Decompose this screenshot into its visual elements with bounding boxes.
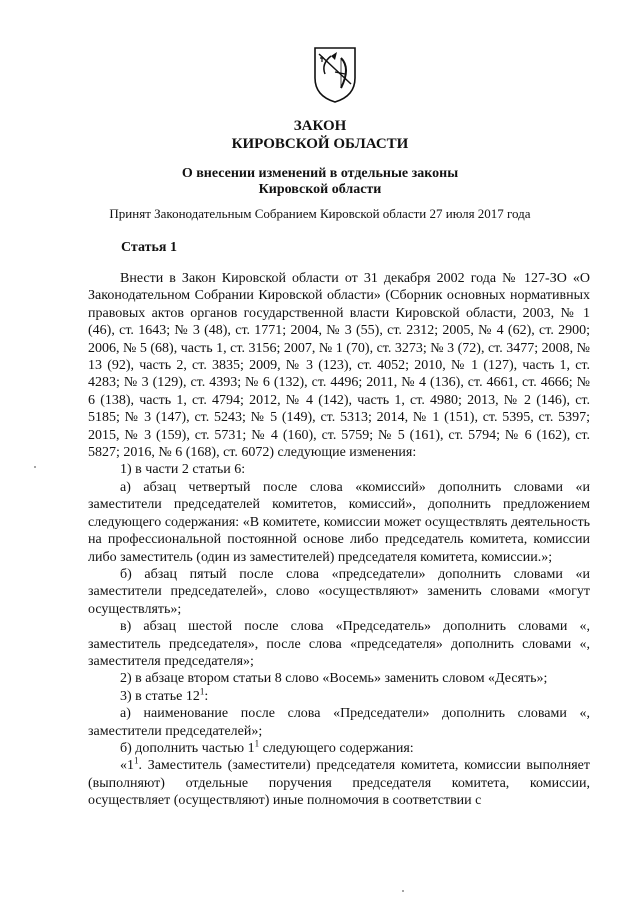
item-3b-end: следующего содержания: xyxy=(259,740,414,756)
law-region: КИРОВСКОЙ ОБЛАСТИ xyxy=(231,136,409,152)
item-3-text: 3) в статье 12 xyxy=(120,688,200,704)
item-1c: в) абзац шестой после слова «Председатель» дополнить словами «, заместитель председателя», после слова «председателя» дополнить словами «, заместителя председателя»; xyxy=(88,619,590,669)
acceptance-note: Принят Законодательным Собранием Кировской области 27 июля 2017 года xyxy=(109,206,531,221)
subtitle-line-2: Кировской области xyxy=(258,182,382,197)
article-intro: Внести в Закон Кировской области от 31 декабря 2002 года № 127-ЗО «О Законодательном Собрании Кировской области» (Сборник основных нормативных правовых актов органов государственной власти Кировской области, 2003, № 1 (46), ст. 1643; № 3 (48), ст. 1771; 2004, № 3 (55), ст. 2312; 2005, № 4 (62), ст. 2900; 2006, № 5 (68), часть 1, ст. 3156; 2007, № 1 (70), ст. 3273; № 3 (72), ст. 3477; 2008, № 13 (92), часть 2, ст. 3835; 2009, № 3 (123), ст. 4052; 2010, № 1 (127), часть 1, ст. 4283; № 3 (129), ст. 4393; № 6 (132), ст. 4496; 2011, № 4 (136), ст. 4661, ст. 4666; № 6 (138), часть 1, ст. 4794; 2012, № 4 (142), часть 1, ст. 4980; 2013, № 2 (146), ст. 5185; № 3 (147), ст. 5243; № 5 (149), ст. 5313; 2014, № 1 (151), ст. 5395, ст. 5397; 2015, № 3 (159), ст. 5731; № 4 (160), ст. 5759; № 5 (161), ст. 5794; № 6 (162), ст. 5827; 2016, № 6 (168), ст. 6072) следующие изменения: xyxy=(88,271,590,461)
item-3b-text: б) дополнить частью 1 xyxy=(120,740,255,756)
item-1b: б) абзац пятый после слова «председатели» дополнить словами «и заместители председателей», слово «осуществляют» заменить словами «могут осуществлять»; xyxy=(88,566,590,617)
item-1: 1) в части 2 статьи 6: xyxy=(120,462,246,478)
item-1a: а) абзац четвертый после слова «комиссий» дополнить словами «и заместители председателей комитетов, комиссий», дополнить предложением следующего содержания: «В комитете, комиссии может осуществлять деятельность на профессиональной постоянной основе либо председатель комитета, комиссии либо заместитель (один из заместителей) председателя комитета, комиссии.»; xyxy=(88,479,590,565)
item-3-end: : xyxy=(204,688,209,704)
item-3b-quote-sup: 1 xyxy=(134,755,139,766)
article-heading: Статья 1 xyxy=(121,240,177,255)
item-3-sup: 1 xyxy=(199,686,205,697)
subtitle-line-1: О внесении изменений в отдельные законы xyxy=(181,166,459,181)
law-title: ЗАКОН xyxy=(293,118,347,134)
item-3b xyxy=(88,740,590,757)
item-2: 2) в абзаце втором статьи 8 слово «Восемь» заменить словом «Десять»; xyxy=(120,671,548,687)
article-body xyxy=(88,270,590,810)
item-3a: а) наименование после слова «Председатели» дополнить словами «, заместители председателей»; xyxy=(88,706,590,739)
item-3b-quote-text: . Заместитель (заместители) председателя комитета, комиссии выполняет (выполняют) отдельные поручения председателя комитета, комиссии, осуществляет (осуществляют) иные полномочия в соответствии с xyxy=(88,758,590,809)
law-subtitle xyxy=(0,166,640,198)
scan-speck xyxy=(402,890,404,892)
item-3b-quote xyxy=(88,757,590,809)
item-3b-quote-start: «1 xyxy=(120,758,134,774)
scan-speck xyxy=(34,466,36,468)
item-3 xyxy=(88,688,590,705)
kirov-coat-of-arms-icon xyxy=(311,44,359,104)
item-3b-sup: 1 xyxy=(254,738,260,749)
